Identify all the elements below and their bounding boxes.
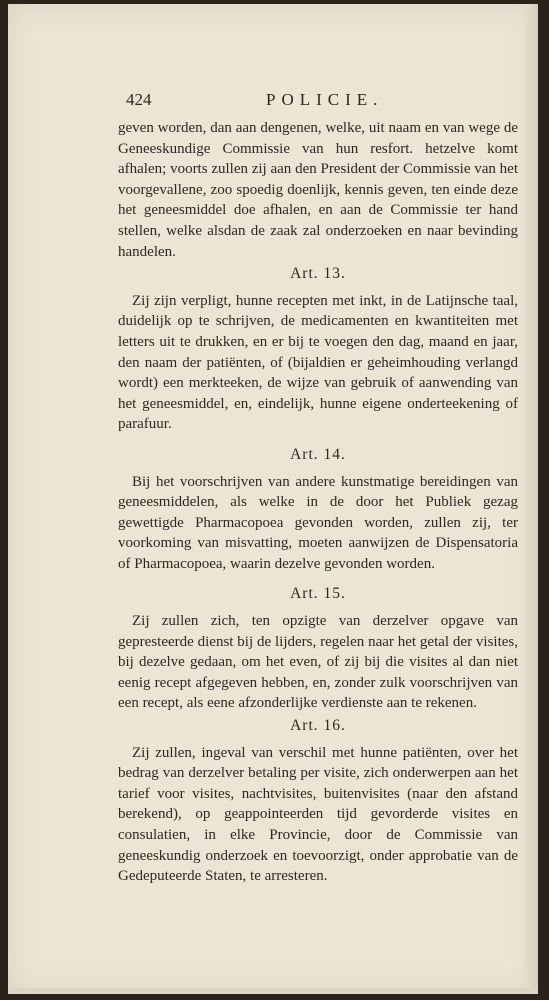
article-heading-16: Art. 16. (290, 717, 346, 735)
page-number: 424 (126, 90, 152, 109)
page-text (118, 118, 518, 887)
article-heading-14: Art. 14. (290, 445, 346, 463)
intro-paragraph: geven worden, dan aan dengenen, welke, uit naam en van wege de Geneeskundige Commissie van hun resfort. hetzelve komt afhalen; voorts zullen zij aan den President der Commissie van het voorgevallene, zoo spoedig doenlijk, kennis geven, ten einde deze het geneesmiddel doe afhalen, en aan de Commissie ter hand stellen, welke alsdan de zaak zal onderzoeken en naar bevinding handelen. (118, 120, 518, 260)
article-heading-13: Art. 13. (290, 265, 346, 283)
article-text-16: Zij zullen, ingeval van verschil met hunne patiënten, over het bedrag van derzelver betaling per visite, zich onderwerpen aan het tarief voor visites, nachtvisites, buitenvisites (naar den afstand berekend), op geappointeerden tijd gevorderde visites en consulatien, in elke Provincie, door de Commissie van geneeskundig onderzoek en toevoorzigt, onder approbatie van de Gedeputeerde Staten, te arresteren. (118, 744, 518, 885)
article-text-13: Zij zijn verpligt, hunne recepten met inkt, in de Latijnsche taal, duidelijk op te schrijven, de medicamenten en kwantiteiten met letters uit te drukken, en er bij te voegen den dag, maand en jaar, den naam der patiënten, of (bijaldien er geheimhouding verlangd wordt) een merkteeken, de wijze van gebruik of aanwending van het geneesmiddel, en, eindelijk, hunne eigene onderteekening of parafuur. (118, 292, 518, 433)
article-text-14: Bij het voorschrijven van andere kunstmatige bereidingen van geneesmiddelen, als welke in de door het Publiek gezag gewettigde Pharmacopoea gevonden worden, zullen zij, ter voorkoming van misvatting, moeten aanwijzen de Dispensatoria of Pharmacopoea, waarin dezelve gevonden worden. (118, 473, 518, 572)
page-edge (524, 4, 538, 994)
article-text-15: Zij zullen zich, ten opzigte van derzelver opgave van gepresteerde dienst bij de lijders, regelen naar het getal der visites, bij dezelve gedaan, om het even, of zij bij die visites al dan niet eenig recept afgegeven hebben, en, zonder zulk voorschrijven van een recept, als eene afzonderlijke verdienste aan te rekenen. (118, 613, 518, 712)
page-bottom-edge (8, 988, 538, 994)
article-heading-15: Art. 15. (290, 585, 346, 603)
running-title: POLICIE. (266, 90, 384, 109)
